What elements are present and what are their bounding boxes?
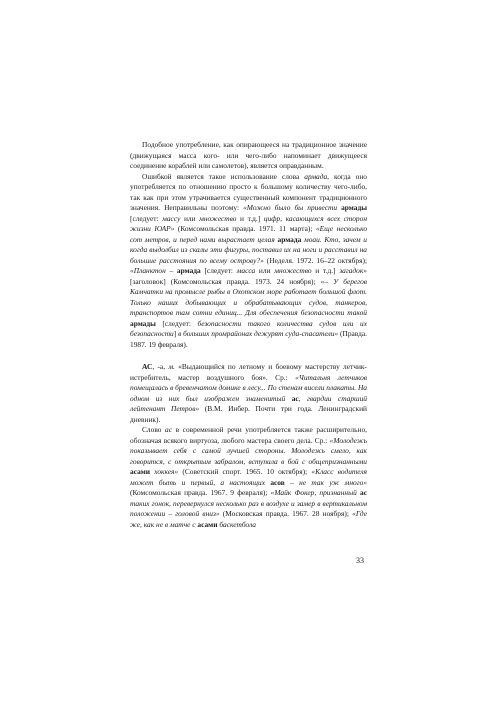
text-run: [заголовок] (Комсомольская правда. 1973. 24 ноября);: [130, 276, 321, 286]
italic-text: в больших промрайонах дежурят суда-спасатели»: [178, 329, 339, 338]
text-run: (Правда. 1987. 19 февраля).: [130, 329, 367, 349]
italic-text: , гвардии старший лейтенант Петров»: [130, 393, 367, 413]
italic-text: «Еще несколько сот метров, и перед нами вырастает целая: [130, 224, 368, 244]
bold-term: асами: [197, 519, 218, 529]
page-text: [130, 140, 367, 530]
bold-term: армада: [277, 234, 302, 244]
italic-text: цифр, касающихся всех сторон жизни ЮАР»: [130, 213, 367, 233]
text-run: (Советский спорт. 1965. 10 октября);: [178, 467, 312, 476]
italic-text: масса: [236, 266, 256, 275]
italic-text: «– У берегов Камчатки на промысле рыбы в Охотском море работает большой флот. Только наших добывающих и обрабатывающих судов, танкеров, транспортов там сотни единиц... Для обеспечения безопасности такой: [130, 276, 367, 317]
italic-text: «Класс водителя может быть и первый, а настоящих: [130, 467, 367, 487]
italic-text: моаи. Кто, зачем и когда выдолбил из скалы эти фигуры, поставил их на ноги и расставил на большие расстояния по всему острову?»: [130, 234, 367, 265]
text-run: и т.д.]: [236, 213, 264, 223]
page-number: 33: [356, 556, 364, 565]
bold-term: ас: [360, 488, 367, 497]
text-run: (В.М. Инбер. Почти три года. Ленинградский дневник).: [130, 404, 367, 424]
italic-text: ас: [165, 425, 173, 434]
text-run: , когда оно употребляется по отношению просто к большому количеству чего-либо, так как при этом утрачивается существенный компонент традиционного значения. Неправильны поэтому:: [130, 171, 367, 212]
italic-text: «Планктон –: [130, 266, 177, 275]
text-run: (Комсомольская правда. 1971. 11 марта);: [174, 224, 316, 233]
bold-term: асами: [130, 467, 151, 476]
italic-text: «Молодежь показывает себя с самой лучшей стороны. Молодежь смело, как говорится, с открытым забралом, вступила в бой с общепризнанными: [130, 435, 367, 466]
text-run: и т.д.]: [311, 266, 340, 275]
paragraph-usage-justified: [130, 140, 367, 172]
italic-text: таких гонок, перевернулся несколько раз в воздухе и замер в вертикальном положении – головой вниз»: [130, 498, 367, 518]
text-run: [следует:: [130, 213, 163, 223]
paragraph-armada-errors: [130, 172, 367, 351]
text-run: или: [180, 213, 200, 223]
italic-text: массу: [162, 213, 181, 223]
bold-term: армады: [341, 203, 367, 212]
italic-text: «Где же, как не в матче с: [130, 509, 368, 529]
italic-text: безопасности такого количества судов или их безопасности: [130, 318, 367, 338]
text-run: (Московская правда. 1967. 28 ноября);: [219, 509, 353, 518]
bold-term: армада: [176, 266, 201, 275]
text-run: Ошибкой является такое использование слова: [142, 171, 305, 181]
text-run: ]: [173, 329, 179, 338]
italic-text: м.: [168, 362, 175, 371]
paragraph-as-extended: [130, 425, 367, 530]
section-spacer: [130, 350, 367, 362]
text-run: или: [255, 266, 275, 275]
italic-text: «Читальня летчиков помещалась в бревенчатом домике в лесу... По стенам висели плакаты. На одном из них был изображен знаменитый: [130, 372, 367, 403]
italic-text: «Майк Фокер, признанный: [270, 488, 361, 497]
text-run: (Комсомольская правда. 1967. 9 февраля);: [130, 488, 271, 497]
italic-text: множество: [274, 266, 312, 275]
text-run: (Неделя. 1972. 16–22 октября);: [263, 255, 367, 265]
bold-term: АС: [142, 362, 153, 371]
italic-text: загадок»: [339, 266, 367, 275]
text-run: , -а,: [152, 362, 169, 371]
text-run: Подобное употребление, как опирающееся на традиционное значение (движущаяся масса кого- или чего-либо напоминает движущееся соединение кораблей или самолетов), является оправданным.: [130, 140, 367, 170]
italic-text: «Можно было бы привести: [243, 203, 342, 212]
italic-text: баскетбола: [217, 519, 256, 529]
dictionary-entry-as: [130, 362, 367, 425]
bold-term: асов: [270, 477, 285, 487]
text-run: [следует:: [155, 318, 198, 328]
bold-term: ас: [291, 393, 299, 403]
italic-text: – не так уж много»: [284, 477, 367, 487]
italic-text: хоккея»: [150, 467, 179, 476]
text-run: «Выдающийся по летному и боевому мастерству летчик-истребитель, мастер воздушного боя». Ср.:: [130, 362, 367, 382]
text-run: Слово: [142, 425, 166, 434]
text-run: [следует:: [200, 266, 237, 275]
italic-text: армада: [304, 171, 328, 181]
text-run: в современной речи употребляется также расширительно, обозначая всякого виртуоза, любого мастера своего дела. Ср.:: [130, 425, 367, 445]
italic-text: множество: [199, 213, 237, 223]
bold-term: армады: [130, 318, 156, 328]
